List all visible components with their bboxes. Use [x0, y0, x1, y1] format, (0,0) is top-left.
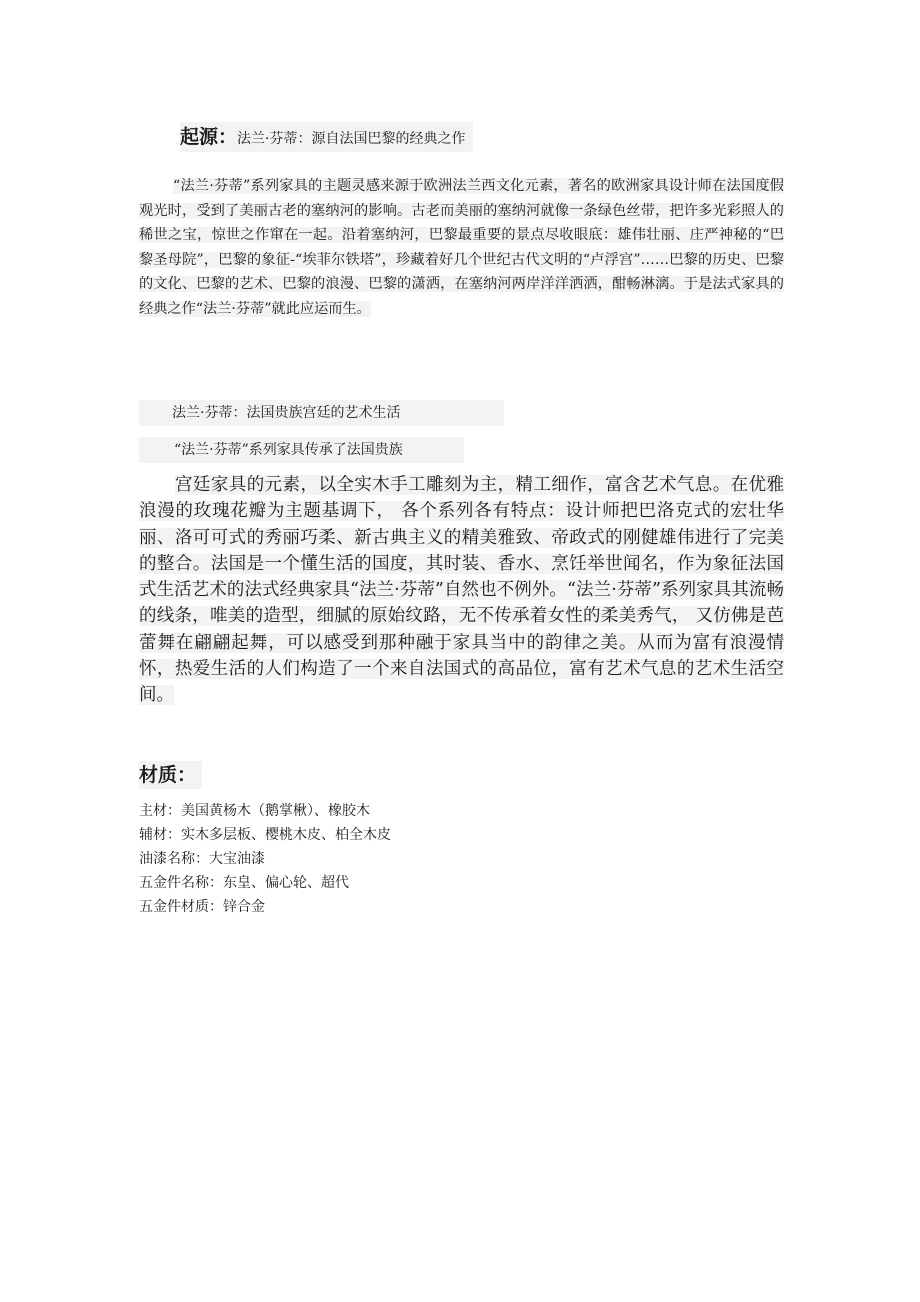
material-item: 五金件名称：东皇、偏心轮、超代: [139, 875, 349, 891]
origin-heading: [180, 122, 473, 152]
materials-list: [139, 799, 391, 919]
material-item: 主材：美国黄杨木（鹅掌楸）、橡胶木: [139, 803, 370, 819]
materials-heading: 材质：: [139, 761, 202, 789]
origin-subtitle: 法兰·芬蒂：源自法国巴黎的经典之作: [237, 131, 466, 147]
origin-paragraph: [139, 174, 784, 321]
origin-heading-label: 起源：: [180, 126, 238, 148]
material-item: 油漆名称：大宝油漆: [139, 851, 265, 867]
palace-lead: “法兰·芬蒂”系列家具传承了法国贵族: [139, 437, 464, 463]
material-item: 五金件材质：锌合金: [139, 899, 265, 915]
palace-paragraph-text: 宫廷家具的元素，以全实木手工雕刻为主，精工细作，富含艺术气息。在优雅浪漫的玫瑰花瓣为主题基调下， 各个系列各有特点：设计师把巴洛克式的宏壮华丽、洛可可式的秀丽巧柔、新古典主义的精美雅致、帝政式的刚健雄伟进行了完美的整合。法国是一个懂生活的国度，其时装、香水、烹饪举世闻名，作为象征法国式生活艺术的法式经典家具“法兰·芬蒂”自然也不例外。“法兰·芬蒂”系列家具其流畅的线条，唯美的造型，细腻的原始纹路，无不传承着女性的柔美秀气， 又仿佛是芭蕾舞在翩翩起舞，可以感受到那种融于家具当中的韵律之美。从而为富有浪漫情怀，热爱生活的人们构造了一个来自法国式的高品位，富有艺术气息的艺术生活空间。: [139, 475, 784, 706]
palace-paragraph: [139, 472, 784, 709]
material-item: 辅材：实木多层板、樱桃木皮、柏全木皮: [139, 827, 391, 843]
palace-subtitle: 法兰·芬蒂：法国贵族宫廷的艺术生活: [139, 400, 504, 426]
origin-paragraph-text: “法兰·芬蒂”系列家具的主题灵感来源于欧洲法兰西文化元素，著名的欧洲家具设计师在法国度假观光时，受到了美丽古老的塞纳河的影响。古老而美丽的塞纳河就像一条绿色丝带，把许多光彩照人的稀世之宝，惊世之作窜在一起。沿着塞纳河，巴黎最重要的景点尽收眼底：雄伟壮丽、庄严神秘的“巴黎圣母院”，巴黎的象征-“埃菲尔铁塔”，珍藏着好几个世纪古代文明的“卢浮宫”……巴黎的历史、巴黎的文化、巴黎的艺术、巴黎的浪漫、巴黎的潇洒，在塞纳河两岸洋洋洒洒，酣畅淋漓。于是法式家具的经典之作“法兰·芬蒂”就此应运而生。: [139, 178, 784, 317]
